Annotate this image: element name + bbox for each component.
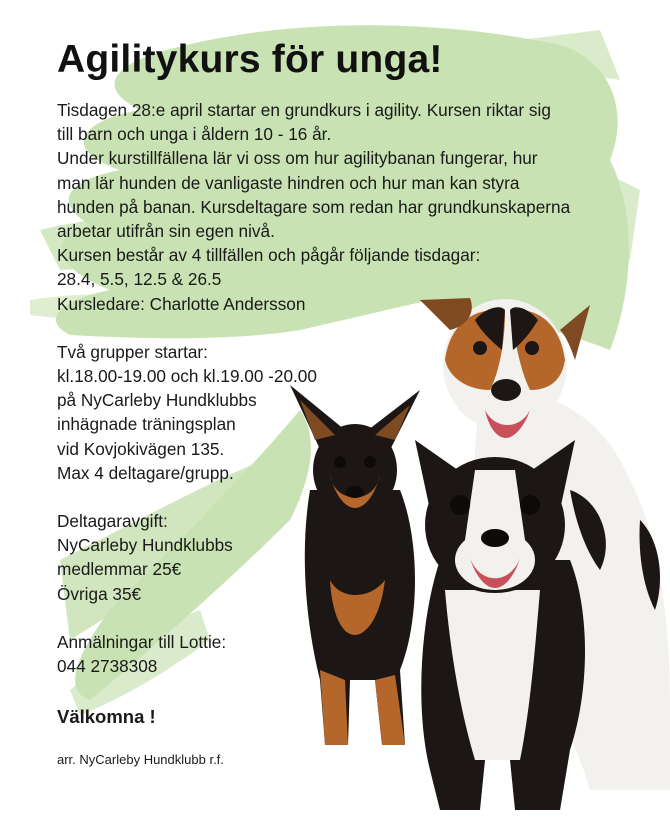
- intro-line: Under kurstillfällena lär vi oss om hur agilitybanan fungerar, hur: [57, 148, 538, 169]
- groups-line: Två grupper startar:: [57, 341, 208, 362]
- intro-line: till barn och unga i åldern 10 - 16 år.: [57, 124, 332, 145]
- groups-line: inhägnade träningsplan: [57, 414, 236, 435]
- page-title: Agilitykurs för unga!: [57, 38, 443, 81]
- fee-line: Deltagaravgift:: [57, 511, 168, 532]
- intro-line: 28.4, 5.5, 12.5 & 26.5: [57, 269, 222, 290]
- fee-line: medlemmar 25€: [57, 559, 182, 580]
- groups-line: på NyCarleby Hundklubbs: [57, 390, 257, 411]
- boston-terrier-dog: [415, 440, 585, 810]
- intro-line: hunden på banan. Kursdeltagare som redan har grundkunskaperna: [57, 196, 571, 217]
- groups-line: kl.18.00-19.00 och kl.19.00 -20.00: [57, 366, 317, 387]
- intro-line: arbetar utifrån sin egen nivå.: [57, 221, 275, 242]
- intro-text: [57, 98, 627, 316]
- intro-line: Kursen består av 4 tillfällen och pågår följande tisdagar:: [57, 245, 481, 266]
- three-dogs-photo: [270, 290, 670, 820]
- groups-line: vid Kovjokivägen 135.: [57, 438, 225, 459]
- fee-line: NyCarleby Hundklubbs: [57, 535, 233, 556]
- signup-phone: 044 2738308: [57, 656, 158, 677]
- miniature-pinscher-dog: [290, 385, 420, 745]
- intro-line: man lär hunden de vanligaste hindren och hur man kan styra: [57, 172, 520, 193]
- intro-line: Kursledare: Charlotte Andersson: [57, 293, 306, 314]
- welcome-text: Välkomna !: [57, 706, 156, 728]
- intro-line: Tisdagen 28:e april startar en grundkurs i agility. Kursen riktar sig: [57, 100, 551, 120]
- groups-line: Max 4 deltagare/grupp.: [57, 462, 234, 483]
- signup-line: Anmälningar till Lottie:: [57, 631, 227, 652]
- organizer-footer: arr. NyCarleby Hundklubb r.f.: [57, 752, 224, 768]
- fee-line: Övriga 35€: [57, 583, 142, 604]
